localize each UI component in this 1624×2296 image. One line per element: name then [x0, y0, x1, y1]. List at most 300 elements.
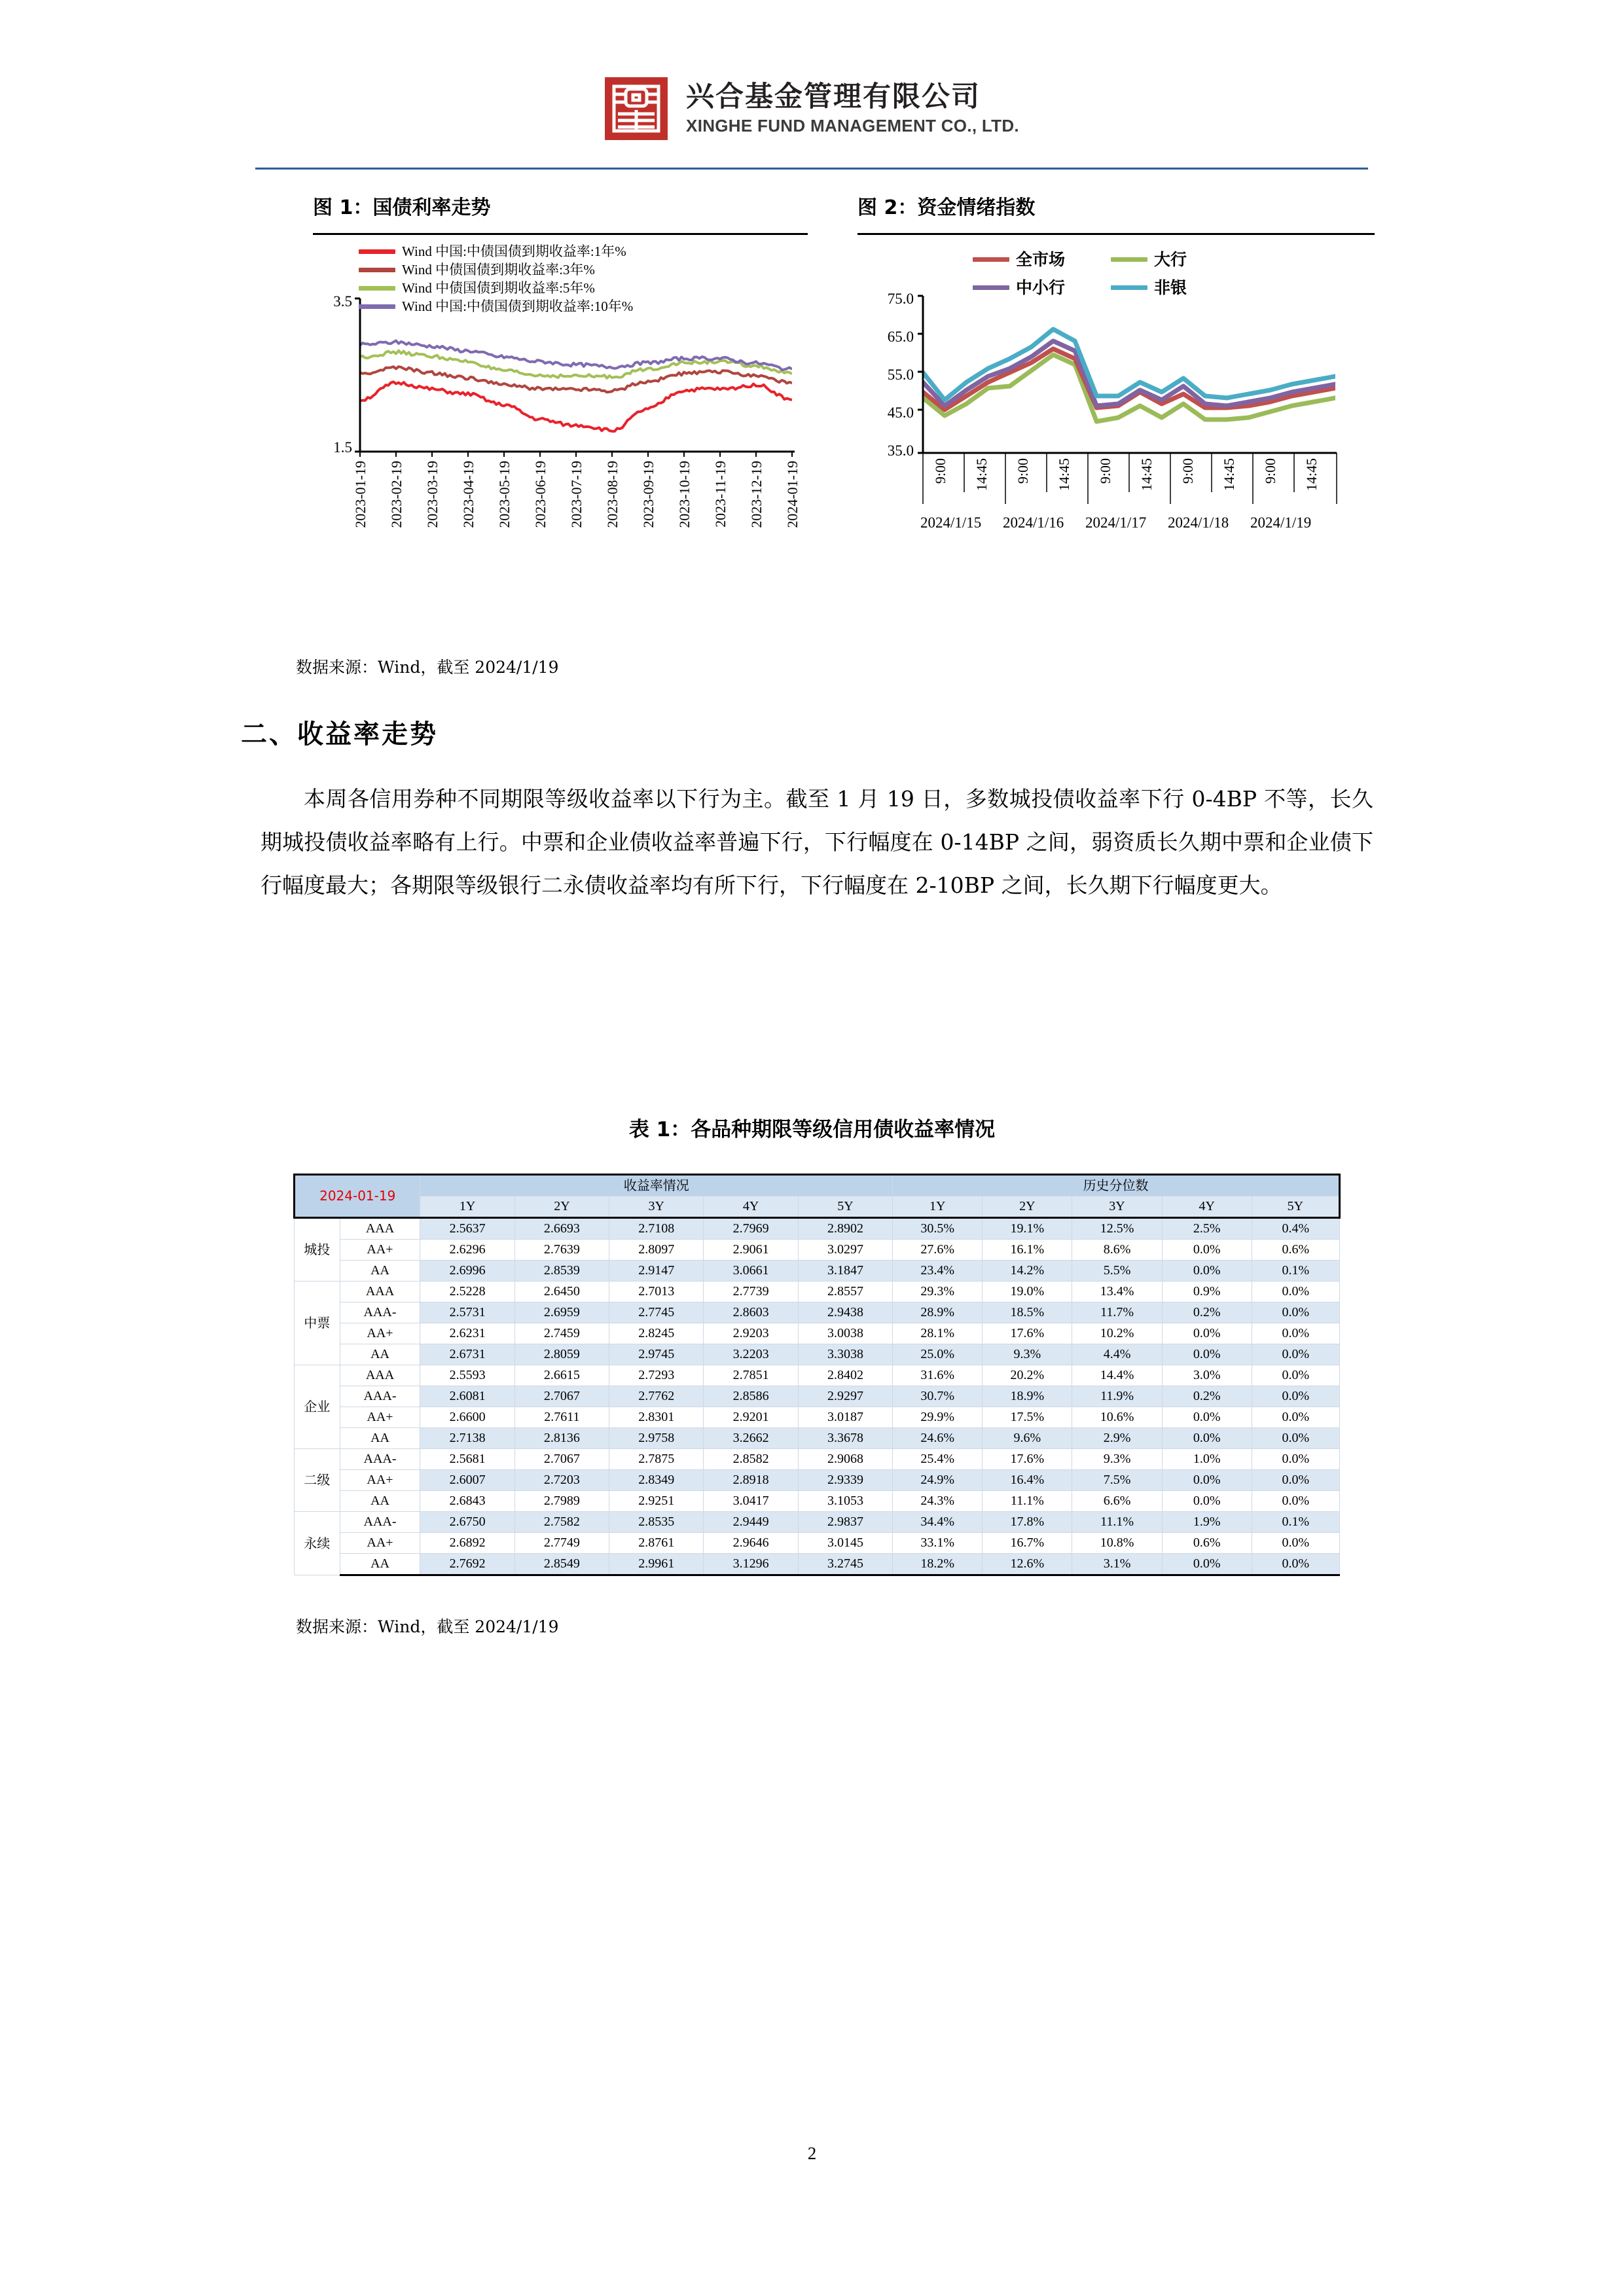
- figure-1-xtick: 2023-05-19: [496, 461, 513, 528]
- table-cell-yield: 2.7108: [609, 1218, 704, 1240]
- table-cell-yield: 2.5681: [420, 1449, 514, 1470]
- table-cell-yield: 2.7749: [514, 1533, 609, 1554]
- table-cell-yield: 2.7745: [609, 1302, 704, 1323]
- table-column-header: 1Y: [893, 1196, 983, 1218]
- table-column-header: 2Y: [983, 1196, 1072, 1218]
- figure-1-xtick: 2023-02-19: [388, 461, 405, 528]
- table-cell-percentile: 12.5%: [1072, 1218, 1162, 1240]
- figure-2-xtick-time: 14:45: [1138, 458, 1155, 492]
- table-cell-yield: 3.2203: [704, 1344, 798, 1365]
- header-divider: [255, 168, 1368, 170]
- table-cell-percentile: 24.9%: [893, 1470, 983, 1491]
- table-cell-yield: 2.9646: [704, 1533, 798, 1554]
- table-cell-yield: 3.2745: [798, 1554, 892, 1575]
- figure-2-xtick-time: 14:45: [1303, 458, 1320, 492]
- table-row: [295, 1470, 1340, 1491]
- table-group-label: 永续: [295, 1512, 340, 1575]
- figure-2-ytick: 55.0: [887, 367, 914, 383]
- figure-2-xtick-time: 14:45: [1221, 458, 1237, 492]
- company-logo: [605, 77, 1019, 140]
- table-cell-yield: 2.8603: [704, 1302, 798, 1323]
- table-cell-yield: 3.0661: [704, 1261, 798, 1282]
- figure-2-xtick-time: 14:45: [973, 458, 990, 492]
- figure-2-xtick-time: 9:00: [1262, 458, 1278, 484]
- figure-1-xtick: 2023-10-19: [676, 461, 693, 528]
- legend-swatch-feiyin-icon: [1111, 285, 1147, 290]
- table-cell-yield: 2.6693: [514, 1218, 609, 1240]
- table-cell-percentile: 9.3%: [1072, 1449, 1162, 1470]
- table-header-group-row: [295, 1175, 1340, 1196]
- table-cell-percentile: 0.0%: [1252, 1365, 1339, 1386]
- table-cell-percentile: 10.2%: [1072, 1323, 1162, 1344]
- table-rating-label: AA+: [340, 1323, 420, 1344]
- legend-label: Wind 中债国债到期收益率:3年%: [402, 262, 595, 278]
- table-cell-percentile: 0.9%: [1162, 1282, 1252, 1302]
- table-cell-yield: 2.7611: [514, 1407, 609, 1428]
- table-cell-yield: 2.6892: [420, 1533, 514, 1554]
- table-cell-yield: 2.6450: [514, 1282, 609, 1302]
- legend-item: [359, 300, 633, 314]
- figure-2-xtick-date: 2024/1/16: [1003, 514, 1064, 531]
- legend-label: 非银: [1154, 278, 1187, 297]
- table-cell-percentile: 0.6%: [1252, 1240, 1339, 1261]
- table-row: [295, 1533, 1340, 1554]
- table-cell-yield: 2.8549: [514, 1554, 609, 1575]
- table-cell-yield: 2.6081: [420, 1386, 514, 1407]
- table-cell-percentile: 24.3%: [893, 1491, 983, 1512]
- table-rating-label: AA: [340, 1344, 420, 1365]
- table-cell-percentile: 18.9%: [983, 1386, 1072, 1407]
- table-row: [295, 1344, 1340, 1365]
- table-cell-percentile: 0.4%: [1252, 1218, 1339, 1240]
- table-cell-yield: 2.8582: [704, 1449, 798, 1470]
- table-row: [295, 1512, 1340, 1533]
- table-cell-percentile: 30.5%: [893, 1218, 983, 1240]
- table-cell-percentile: 0.0%: [1252, 1491, 1339, 1512]
- table-cell-percentile: 29.9%: [893, 1407, 983, 1428]
- table-cell-percentile: 0.0%: [1162, 1491, 1252, 1512]
- figure-2: [857, 191, 1375, 541]
- figure-1: [313, 191, 810, 541]
- table-column-header: 5Y: [1252, 1196, 1339, 1218]
- figure-1-xtick: 2023-09-19: [640, 461, 657, 528]
- table-cell-yield: 2.6731: [420, 1344, 514, 1365]
- table-cell-percentile: 34.4%: [893, 1512, 983, 1533]
- table-cell-yield: 2.9961: [609, 1554, 704, 1575]
- table-cell-yield: 2.9068: [798, 1449, 892, 1470]
- table-row: [295, 1365, 1340, 1386]
- figure-1-xtick: 2023-04-19: [460, 461, 477, 528]
- table-cell-yield: 2.7969: [704, 1218, 798, 1240]
- table-column-header: 4Y: [1162, 1196, 1252, 1218]
- table-cell-yield: 2.7459: [514, 1323, 609, 1344]
- table-cell-percentile: 0.1%: [1252, 1261, 1339, 1282]
- table-cell-percentile: 11.1%: [1072, 1512, 1162, 1533]
- table-cell-yield: 3.3038: [798, 1344, 892, 1365]
- table-column-header: 2Y: [514, 1196, 609, 1218]
- table-cell-percentile: 29.3%: [893, 1282, 983, 1302]
- table-rating-label: AAA: [340, 1365, 420, 1386]
- figure-2-legend: [973, 251, 1187, 296]
- table-cell-percentile: 0.1%: [1252, 1512, 1339, 1533]
- table-cell-percentile: 0.0%: [1162, 1240, 1252, 1261]
- figure-1-axes: [355, 296, 796, 457]
- table-cell-yield: 2.9758: [609, 1428, 704, 1449]
- table-rating-label: AA: [340, 1428, 420, 1449]
- table-cell-yield: 2.8301: [609, 1407, 704, 1428]
- legend-swatch-1y-icon: [359, 249, 395, 254]
- figure-2-xtick-time: 9:00: [932, 458, 948, 484]
- figure-2-ytick: 35.0: [887, 442, 914, 459]
- table-cell-percentile: 0.0%: [1252, 1449, 1339, 1470]
- table-cell-percentile: 0.0%: [1252, 1323, 1339, 1344]
- table-rating-label: AA+: [340, 1470, 420, 1491]
- table-cell-yield: 2.6843: [420, 1491, 514, 1512]
- table-cell-percentile: 0.0%: [1162, 1323, 1252, 1344]
- table-cell-percentile: 0.0%: [1252, 1470, 1339, 1491]
- table-cell-yield: 2.5228: [420, 1282, 514, 1302]
- legend-label: Wind 中国:中债国债到期收益率:10年%: [402, 298, 634, 314]
- table-cell-percentile: 2.5%: [1162, 1218, 1252, 1240]
- xinghe-seal-logo-icon: [605, 77, 668, 140]
- legend-swatch-10y-icon: [359, 304, 395, 309]
- table-cell-yield: 2.7851: [704, 1365, 798, 1386]
- table-cell-yield: 2.9061: [704, 1240, 798, 1261]
- table-cell-yield: 2.9203: [704, 1323, 798, 1344]
- table-cell-percentile: 7.5%: [1072, 1470, 1162, 1491]
- table-cell-yield: 2.6750: [420, 1512, 514, 1533]
- table-rating-label: AA: [340, 1554, 420, 1575]
- legend-label: 大行: [1154, 250, 1187, 269]
- figure-2-xtick-date: 2024/1/18: [1168, 514, 1229, 531]
- table-column-header: 4Y: [704, 1196, 798, 1218]
- table-cell-percentile: 0.0%: [1252, 1407, 1339, 1428]
- table-cell-yield: 2.9837: [798, 1512, 892, 1533]
- table-cell-percentile: 11.1%: [983, 1491, 1072, 1512]
- table-cell-yield: 2.9297: [798, 1386, 892, 1407]
- figure-1-ytick: 3.5: [333, 293, 352, 310]
- table-row: [295, 1449, 1340, 1470]
- table-cell-percentile: 18.2%: [893, 1554, 983, 1575]
- table-rating-label: AAA-: [340, 1302, 420, 1323]
- table-cell-percentile: 17.8%: [983, 1512, 1072, 1533]
- legend-item: [359, 263, 633, 277]
- table-row: [295, 1323, 1340, 1344]
- figure-1-xtick: 2023-11-19: [712, 461, 729, 528]
- table-cell-yield: 2.7203: [514, 1470, 609, 1491]
- table-cell-yield: 3.0187: [798, 1407, 892, 1428]
- table-cell-yield: 2.6996: [420, 1261, 514, 1282]
- table-row: [295, 1240, 1340, 1261]
- table-column-header: 3Y: [609, 1196, 704, 1218]
- table-row: [295, 1407, 1340, 1428]
- table-column-header: 3Y: [1072, 1196, 1162, 1218]
- table-cell-yield: 2.7639: [514, 1240, 609, 1261]
- table-cell-yield: 2.8136: [514, 1428, 609, 1449]
- legend-label: Wind 中国:中债国债到期收益率:1年%: [402, 243, 626, 259]
- table-cell-percentile: 1.0%: [1162, 1449, 1252, 1470]
- table-cell-percentile: 0.2%: [1162, 1302, 1252, 1323]
- table-cell-percentile: 5.5%: [1072, 1261, 1162, 1282]
- legend-swatch-3y-icon: [359, 268, 395, 272]
- table-cell-yield: 2.8245: [609, 1323, 704, 1344]
- table-cell-percentile: 14.4%: [1072, 1365, 1162, 1386]
- table-cell-yield: 2.6959: [514, 1302, 609, 1323]
- table-cell-yield: 2.7739: [704, 1282, 798, 1302]
- table-cell-percentile: 10.6%: [1072, 1407, 1162, 1428]
- table-cell-percentile: 2.9%: [1072, 1428, 1162, 1449]
- table-cell-percentile: 6.6%: [1072, 1491, 1162, 1512]
- table-cell-yield: 2.9201: [704, 1407, 798, 1428]
- table-cell-yield: 2.9251: [609, 1491, 704, 1512]
- table-rating-label: AA+: [340, 1240, 420, 1261]
- figure-2-ytick: 75.0: [887, 291, 914, 307]
- figure-2-xtick-time: 9:00: [1097, 458, 1113, 484]
- figure-2-rule: [857, 233, 1375, 235]
- figure-2-xtick-date: 2024/1/19: [1250, 514, 1312, 531]
- table-cell-yield: 2.9449: [704, 1512, 798, 1533]
- table-cell-percentile: 19.0%: [983, 1282, 1072, 1302]
- legend-swatch-5y-icon: [359, 286, 395, 291]
- figure-2-xtick-time: 9:00: [1015, 458, 1031, 484]
- table-cell-percentile: 31.6%: [893, 1365, 983, 1386]
- table-cell-yield: 3.1296: [704, 1554, 798, 1575]
- table-cell-percentile: 16.7%: [983, 1533, 1072, 1554]
- table-cell-yield: 2.7067: [514, 1386, 609, 1407]
- table-cell-yield: 2.8097: [609, 1240, 704, 1261]
- table-cell-percentile: 19.1%: [983, 1218, 1072, 1240]
- figure-1-xtick: 2024-01-19: [784, 461, 801, 528]
- figure-1-xtick: 2023-01-19: [352, 461, 369, 528]
- table-group-header: 收益率情况: [420, 1175, 893, 1196]
- table-cell-percentile: 25.0%: [893, 1344, 983, 1365]
- table-row: [295, 1386, 1340, 1407]
- credit-yield-table: [293, 1174, 1341, 1576]
- figure-2-xtick-date: 2024/1/17: [1085, 514, 1147, 531]
- table-cell-percentile: 11.9%: [1072, 1386, 1162, 1407]
- table-cell-yield: 2.6007: [420, 1470, 514, 1491]
- table-cell-yield: 2.8761: [609, 1533, 704, 1554]
- figure-2-ytick: 65.0: [887, 329, 914, 345]
- table-cell-percentile: 0.0%: [1162, 1261, 1252, 1282]
- table-cell-percentile: 0.0%: [1252, 1554, 1339, 1575]
- table-column-header: 5Y: [798, 1196, 892, 1218]
- table-cell-yield: 2.6615: [514, 1365, 609, 1386]
- table-cell-percentile: 8.6%: [1072, 1240, 1162, 1261]
- table-cell-yield: 3.2662: [704, 1428, 798, 1449]
- table-rating-label: AAA-: [340, 1449, 420, 1470]
- table-group-label: 企业: [295, 1365, 340, 1449]
- table-cell-percentile: 4.4%: [1072, 1344, 1162, 1365]
- table-row: [295, 1302, 1340, 1323]
- table-group-header: 历史分位数: [893, 1175, 1340, 1196]
- table-cell-percentile: 0.0%: [1252, 1533, 1339, 1554]
- document-header: [0, 77, 1624, 140]
- table-cell-yield: 3.0145: [798, 1533, 892, 1554]
- table-cell-yield: 2.5593: [420, 1365, 514, 1386]
- table-cell-yield: 2.8586: [704, 1386, 798, 1407]
- figure-1-xtick: 2023-03-19: [424, 461, 441, 528]
- table-cell-yield: 3.0417: [704, 1491, 798, 1512]
- table-cell-percentile: 20.2%: [983, 1365, 1072, 1386]
- table-cell-percentile: 16.1%: [983, 1240, 1072, 1261]
- table-cell-yield: 2.6296: [420, 1240, 514, 1261]
- table-cell-percentile: 23.4%: [893, 1261, 983, 1282]
- legend-item: [1111, 279, 1187, 296]
- table-row: [295, 1218, 1340, 1240]
- table-rating-label: AAA-: [340, 1386, 420, 1407]
- figure-1-ytick: 1.5: [333, 439, 352, 456]
- table-cell-percentile: 0.0%: [1252, 1428, 1339, 1449]
- table-cell-percentile: 0.0%: [1252, 1344, 1339, 1365]
- table-row: [295, 1282, 1340, 1302]
- table-cell-yield: 2.9438: [798, 1302, 892, 1323]
- table-cell-yield: 2.8557: [798, 1282, 892, 1302]
- legend-item: [359, 245, 633, 259]
- table-cell-yield: 2.9147: [609, 1261, 704, 1282]
- table-cell-percentile: 10.8%: [1072, 1533, 1162, 1554]
- table-cell-yield: 2.9745: [609, 1344, 704, 1365]
- table-row: [295, 1491, 1340, 1512]
- figure-2-ytick: 45.0: [887, 404, 914, 421]
- section-heading: 二、收益率走势: [241, 719, 438, 749]
- table-cell-yield: 3.0297: [798, 1240, 892, 1261]
- table-cell-percentile: 13.4%: [1072, 1282, 1162, 1302]
- table-cell-percentile: 9.6%: [983, 1428, 1072, 1449]
- section-paragraph: 本周各信用券种不同期限等级收益率以下行为主。截至 1 月 19 日，多数城投债收益率下行 0-4BP 不等，长久期城投债收益率略有上行。中票和企业债收益率普遍下行，下行幅度在 0-14BP 之间，弱资质长久期中票和企业债下行幅度最大；各期限等级银行二永债收益率均有所下行，下行幅度在 2-10BP 之间，长久期下行幅度更大。: [261, 786, 1373, 898]
- table-cell-yield: 3.1847: [798, 1261, 892, 1282]
- table-cell-yield: 2.7013: [609, 1282, 704, 1302]
- figure-1-xtick: 2023-12-19: [748, 461, 765, 528]
- table-cell-yield: 2.8535: [609, 1512, 704, 1533]
- figure-2-xtick-time: 9:00: [1180, 458, 1196, 484]
- table-rating-label: AA+: [340, 1533, 420, 1554]
- figure-2-xtick-time: 14:45: [1056, 458, 1072, 492]
- table-group-label: 城投: [295, 1218, 340, 1282]
- table-cell-yield: 3.0038: [798, 1323, 892, 1344]
- table-cell-percentile: 28.9%: [893, 1302, 983, 1323]
- figure-1-xtick: 2023-08-19: [604, 461, 621, 528]
- figure-2-xtick-date: 2024/1/15: [920, 514, 982, 531]
- figure-1-xtick: 2023-06-19: [532, 461, 549, 528]
- table-cell-percentile: 25.4%: [893, 1449, 983, 1470]
- table-rating-label: AA: [340, 1491, 420, 1512]
- table-cell-yield: 2.7989: [514, 1491, 609, 1512]
- table-cell-yield: 2.7138: [420, 1428, 514, 1449]
- table-cell-yield: 2.8902: [798, 1218, 892, 1240]
- legend-label: 中小行: [1016, 278, 1066, 297]
- table-cell-percentile: 17.6%: [983, 1449, 1072, 1470]
- table-cell-yield: 2.7067: [514, 1449, 609, 1470]
- table-row: [295, 1428, 1340, 1449]
- table-cell-percentile: 0.0%: [1252, 1386, 1339, 1407]
- table-row: [295, 1261, 1340, 1282]
- table-1: [293, 1174, 1341, 1576]
- table-cell-percentile: 0.6%: [1162, 1533, 1252, 1554]
- table-cell-percentile: 3.1%: [1072, 1554, 1162, 1575]
- table-cell-yield: 2.7875: [609, 1449, 704, 1470]
- table-cell-percentile: 3.0%: [1162, 1365, 1252, 1386]
- table-cell-percentile: 33.1%: [893, 1533, 983, 1554]
- company-name-en: XINGHE FUND MANAGEMENT CO., LTD.: [686, 116, 1019, 136]
- table-cell-yield: 2.9339: [798, 1470, 892, 1491]
- table-rating-label: AAA: [340, 1218, 420, 1240]
- table-header-sub-row: [295, 1196, 1340, 1218]
- legend-item: [1111, 251, 1187, 268]
- table-cell-yield: 2.7293: [609, 1365, 704, 1386]
- legend-item: [973, 251, 1065, 268]
- table-cell-percentile: 14.2%: [983, 1261, 1072, 1282]
- page-number: 2: [807, 2144, 817, 2163]
- table-cell-yield: 3.1053: [798, 1491, 892, 1512]
- figure-1-legend: [359, 245, 633, 314]
- table-cell-yield: 2.6600: [420, 1407, 514, 1428]
- table-cell-yield: 3.3678: [798, 1428, 892, 1449]
- table-rating-label: AAA-: [340, 1512, 420, 1533]
- table-rating-label: AA: [340, 1261, 420, 1282]
- legend-item: [359, 281, 633, 295]
- legend-swatch-daxing-icon: [1111, 257, 1147, 262]
- table-group-label: 中票: [295, 1282, 340, 1365]
- company-name-cn: 兴合基金管理有限公司: [686, 80, 981, 113]
- table-cell-percentile: 0.0%: [1162, 1470, 1252, 1491]
- table-rating-label: AA+: [340, 1407, 420, 1428]
- table-cell-percentile: 30.7%: [893, 1386, 983, 1407]
- table-cell-yield: 2.6231: [420, 1323, 514, 1344]
- table-cell-percentile: 28.1%: [893, 1323, 983, 1344]
- table-cell-yield: 2.7692: [420, 1554, 514, 1575]
- legend-label: 全市场: [1016, 250, 1066, 269]
- table-1-title: 表 1：各品种期限等级信用债收益率情况: [628, 1118, 996, 1141]
- legend-item: [973, 279, 1065, 296]
- legend-swatch-quanshichang-icon: [973, 257, 1009, 262]
- table-source-note: 数据来源：Wind，截至 2024/1/19: [296, 1617, 559, 1636]
- table-cell-yield: 2.7762: [609, 1386, 704, 1407]
- table-cell-yield: 2.8059: [514, 1344, 609, 1365]
- table-group-label: 二级: [295, 1449, 340, 1512]
- figure-1-rule: [313, 233, 808, 235]
- table-cell-percentile: 11.7%: [1072, 1302, 1162, 1323]
- table-cell-percentile: 18.5%: [983, 1302, 1072, 1323]
- table-column-header: 1Y: [420, 1196, 514, 1218]
- table-cell-percentile: 0.0%: [1162, 1428, 1252, 1449]
- table-cell-yield: 2.7582: [514, 1512, 609, 1533]
- table-cell-percentile: 0.0%: [1162, 1407, 1252, 1428]
- table-cell-yield: 2.5637: [420, 1218, 514, 1240]
- figure-1-xtick: 2023-07-19: [568, 461, 585, 528]
- table-cell-percentile: 1.9%: [1162, 1512, 1252, 1533]
- table-cell-percentile: 17.5%: [983, 1407, 1072, 1428]
- table-cell-yield: 2.8349: [609, 1470, 704, 1491]
- figure-1-title: 图 1：国债利率走势: [313, 196, 491, 219]
- table-cell-yield: 2.8402: [798, 1365, 892, 1386]
- figures-source-note: 数据来源：Wind，截至 2024/1/19: [296, 658, 559, 677]
- table-cell-percentile: 16.4%: [983, 1470, 1072, 1491]
- table-cell-percentile: 9.3%: [983, 1344, 1072, 1365]
- table-cell-percentile: 0.0%: [1162, 1554, 1252, 1575]
- table-cell-percentile: 24.6%: [893, 1428, 983, 1449]
- table-cell-percentile: 0.0%: [1252, 1302, 1339, 1323]
- legend-swatch-zhongxiaoxing-icon: [973, 285, 1009, 290]
- table-rating-label: AAA: [340, 1282, 420, 1302]
- table-corner-date: 2024-01-19: [295, 1175, 420, 1218]
- table-cell-percentile: 17.6%: [983, 1323, 1072, 1344]
- legend-label: Wind 中债国债到期收益率:5年%: [402, 280, 595, 296]
- table-cell-percentile: 27.6%: [893, 1240, 983, 1261]
- table-cell-percentile: 0.0%: [1162, 1344, 1252, 1365]
- table-cell-yield: 2.8539: [514, 1261, 609, 1282]
- figure-2-title: 图 2：资金情绪指数: [857, 196, 1036, 219]
